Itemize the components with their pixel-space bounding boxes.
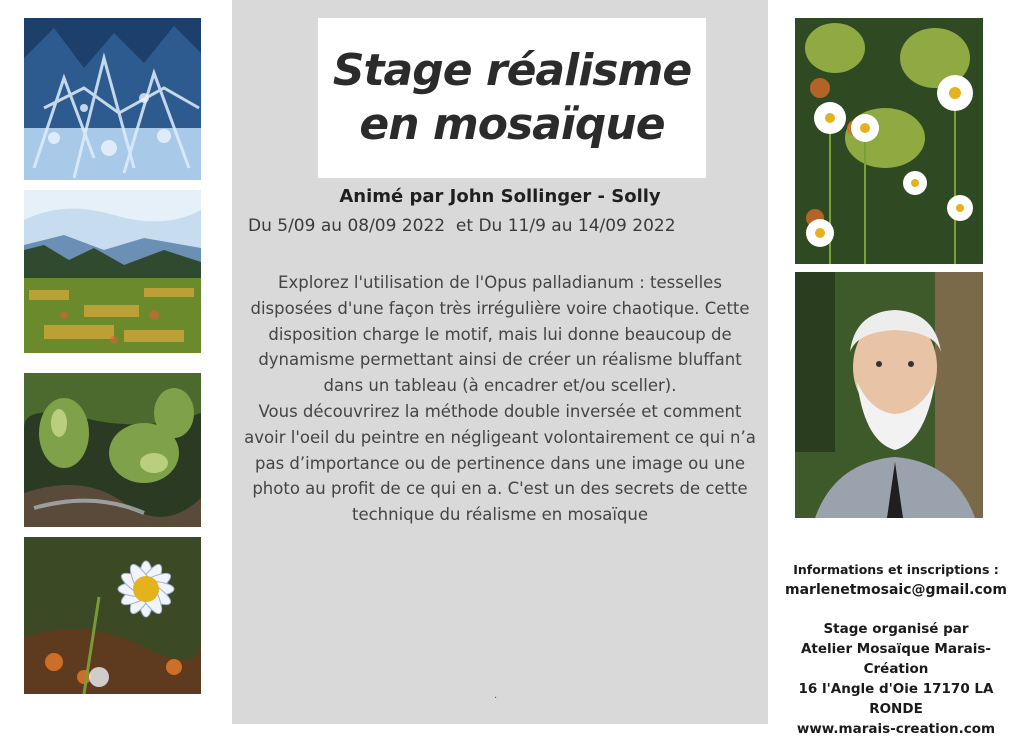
title-box: [318, 18, 706, 178]
daisy-closeup-mosaic: [24, 537, 201, 694]
description-line: pas d’importance ou de pertinence dans une image ou une: [254, 453, 746, 473]
description-line: Vous découvrirez la méthode double inversée et comment: [258, 401, 742, 421]
description-line: dynamisme permettant ainsi de créer un réalisme bluffant: [258, 350, 742, 370]
bearded-man-icon: [795, 272, 983, 518]
organizer-name: Atelier Mosaïque Marais-Création: [800, 641, 991, 677]
workshop-dates: Du 5/09 au 08/09 2022 et Du 11/9 au 14/09 2022: [248, 216, 676, 236]
winter-forest-mosaic: [24, 18, 201, 180]
organized-by-label: Stage organisé par: [823, 621, 969, 637]
snowy-trees-icon: [24, 18, 201, 180]
description-line: Explorez l'utilisation de l'Opus palladianum : tesselles: [278, 273, 722, 292]
description-line: dans un tableau (à encadrer et/ou sceller).: [323, 376, 677, 396]
website-link[interactable]: www.marais-creation.com: [796, 721, 996, 737]
title-line-2: en mosaïque: [359, 99, 665, 150]
description-line: technique du réalisme en mosaïque: [351, 505, 648, 525]
info-label: Informations et inscriptions :: [793, 562, 999, 577]
organizer-address: 16 l'Angle d'Oie 17170 LA RONDE: [798, 681, 994, 717]
daisies-field-mosaic: [795, 18, 983, 264]
footer-dot: .: [494, 690, 498, 701]
meadow-landscape-mosaic: [24, 190, 201, 353]
title-line-1: Stage réalisme: [332, 45, 692, 96]
description-line: photo au profit de ce qui en a. C'est un des secrets de cette: [252, 479, 748, 499]
instructor-subtitle: Animé par John Sollinger - Solly: [339, 186, 661, 207]
mountain-meadow-icon: [24, 190, 201, 353]
description-line: avoir l'oeil du peintre en négligeant volontairement ce qui n’a: [244, 427, 756, 447]
contact-info: [772, 560, 1020, 739]
email-link[interactable]: marlenetmosaic@gmail.com: [785, 582, 1007, 598]
artist-portrait: [795, 272, 983, 518]
forest-stream-mosaic: [24, 373, 201, 527]
daisy-flower-icon: [24, 537, 201, 694]
green-undergrowth-icon: [24, 373, 201, 527]
description-line: disposition charge le motif, mais lui donne beaucoup de: [268, 324, 732, 344]
daisies-icon: [795, 18, 983, 264]
description-line: disposées d'une façon très irrégulière voire chaotique. Cette: [250, 298, 750, 318]
description: [244, 270, 756, 528]
